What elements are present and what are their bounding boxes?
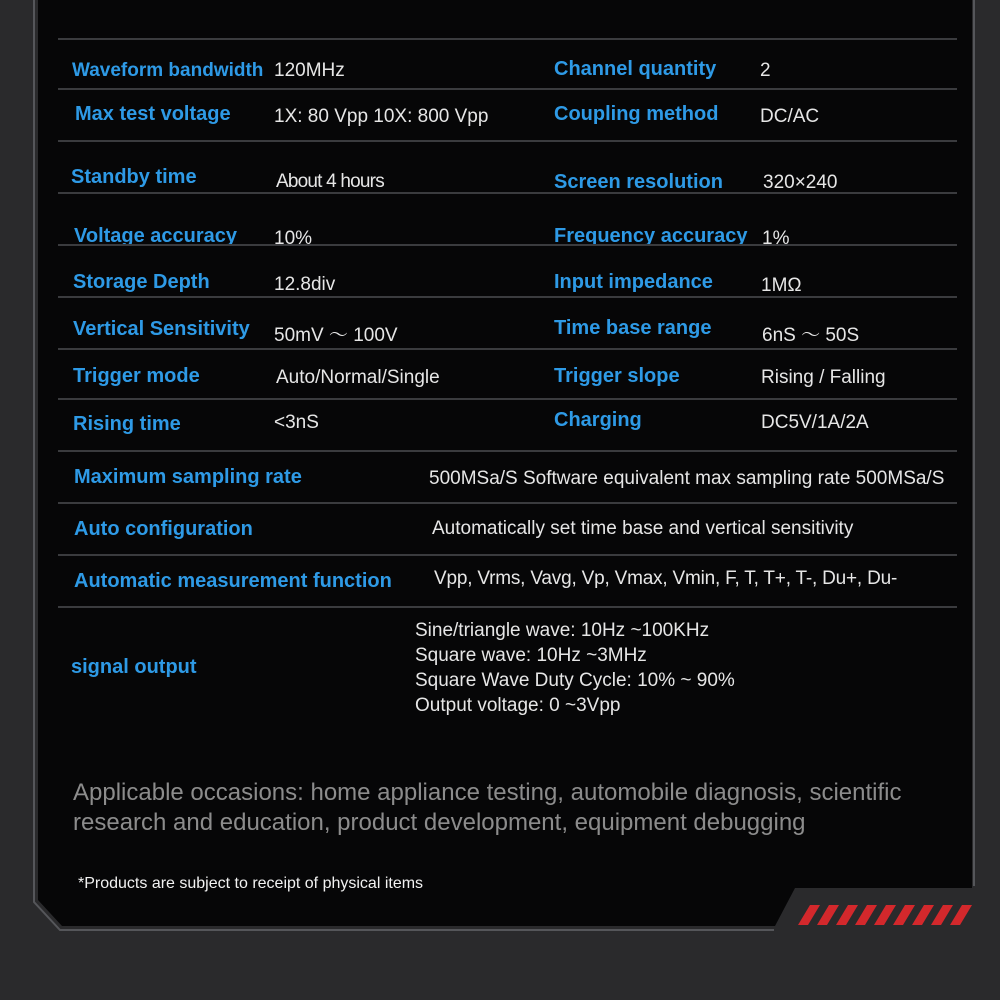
spec-value: Vpp, Vrms, Vavg, Vp, Vmax, Vmin, F, T, T+, T-, Du+, Du-	[434, 568, 898, 589]
spec-value: 2	[760, 60, 771, 81]
spec-value: DC5V/1A/2A	[761, 412, 869, 433]
spec-value: DC/AC	[760, 106, 820, 127]
spec-value: 1X: 80 Vpp 10X: 800 Vpp	[274, 106, 489, 127]
disclaimer-note: *Products are subject to receipt of physical items	[78, 875, 424, 892]
spec-label: Coupling method	[554, 103, 719, 125]
spec-value: Auto/Normal/Single	[276, 367, 440, 388]
spec-label: Rising time	[73, 413, 181, 435]
spec-row-max-sampling-rate	[58, 450, 957, 504]
spec-value: Rising / Falling	[761, 367, 886, 388]
spec-row-standby-time	[58, 140, 957, 194]
spec-row-max-test-voltage	[58, 88, 957, 142]
spec-row-storage-depth	[58, 244, 957, 298]
spec-row-auto-measurement	[58, 554, 957, 608]
spec-label: Waveform bandwidth	[72, 60, 264, 81]
spec-label: Frequency accuracy	[554, 225, 748, 247]
spec-value: 320×240	[763, 172, 838, 193]
spec-label: Vertical Sensitivity	[73, 318, 250, 340]
spec-value: <3nS	[274, 412, 319, 433]
spec-label: Channel quantity	[554, 58, 717, 80]
spec-value: 500MSa/S Software equivalent max sampling rate 500MSa/S	[429, 468, 945, 489]
spec-label: Standby time	[71, 166, 197, 188]
applicable-occasions: Applicable occasions: home appliance testing, automobile diagnosis, scientific research and education, product development, equipment debugging	[73, 779, 902, 836]
spec-row-voltage-accuracy	[58, 192, 957, 249]
spec-value: 50mV ～ 100V	[274, 325, 398, 346]
spec-value: 6nS ～ 50S	[762, 325, 860, 346]
spec-label: Time base range	[554, 317, 712, 339]
red-stripes-decoration	[798, 905, 972, 925]
spec-value: 1MΩ	[761, 275, 802, 296]
spec-value: Automatically set time base and vertical sensitivity	[432, 518, 854, 539]
spec-row-signal-output	[58, 606, 957, 758]
spec-value: About 4 hours	[276, 171, 384, 192]
spec-label: Max test voltage	[75, 103, 231, 125]
spec-label: signal output	[71, 656, 197, 678]
spec-value: 120MHz	[274, 60, 345, 81]
spec-row-rising-time	[58, 398, 957, 452]
spec-label: Trigger mode	[73, 365, 200, 387]
spec-row-auto-configuration	[58, 502, 957, 556]
spec-label: Automatic measurement function	[74, 570, 392, 592]
spec-row-trigger-mode	[58, 348, 957, 400]
spec-row-vertical-sensitivity	[58, 296, 957, 350]
spec-row-waveform-bandwidth	[58, 38, 957, 90]
spec-label: Maximum sampling rate	[74, 466, 302, 488]
spec-label: Storage Depth	[73, 271, 210, 293]
spec-label: Charging	[554, 409, 642, 431]
spec-label: Auto configuration	[74, 518, 253, 540]
spec-value: 10%	[274, 228, 313, 249]
spec-value: 1%	[762, 228, 790, 249]
spec-label: Screen resolution	[554, 171, 723, 193]
spec-value: Sine/triangle wave: 10Hz ~100KHz Square wave: 10Hz ~3MHz Square Wave Duty Cycle: 10% ~ 90% Output voltage: 0 ~3Vpp	[415, 620, 735, 716]
spec-label: Trigger slope	[554, 365, 680, 387]
spec-value: 12.8div	[274, 274, 336, 295]
spec-label: Voltage accuracy	[74, 225, 238, 247]
spec-label: Input impedance	[554, 271, 713, 293]
